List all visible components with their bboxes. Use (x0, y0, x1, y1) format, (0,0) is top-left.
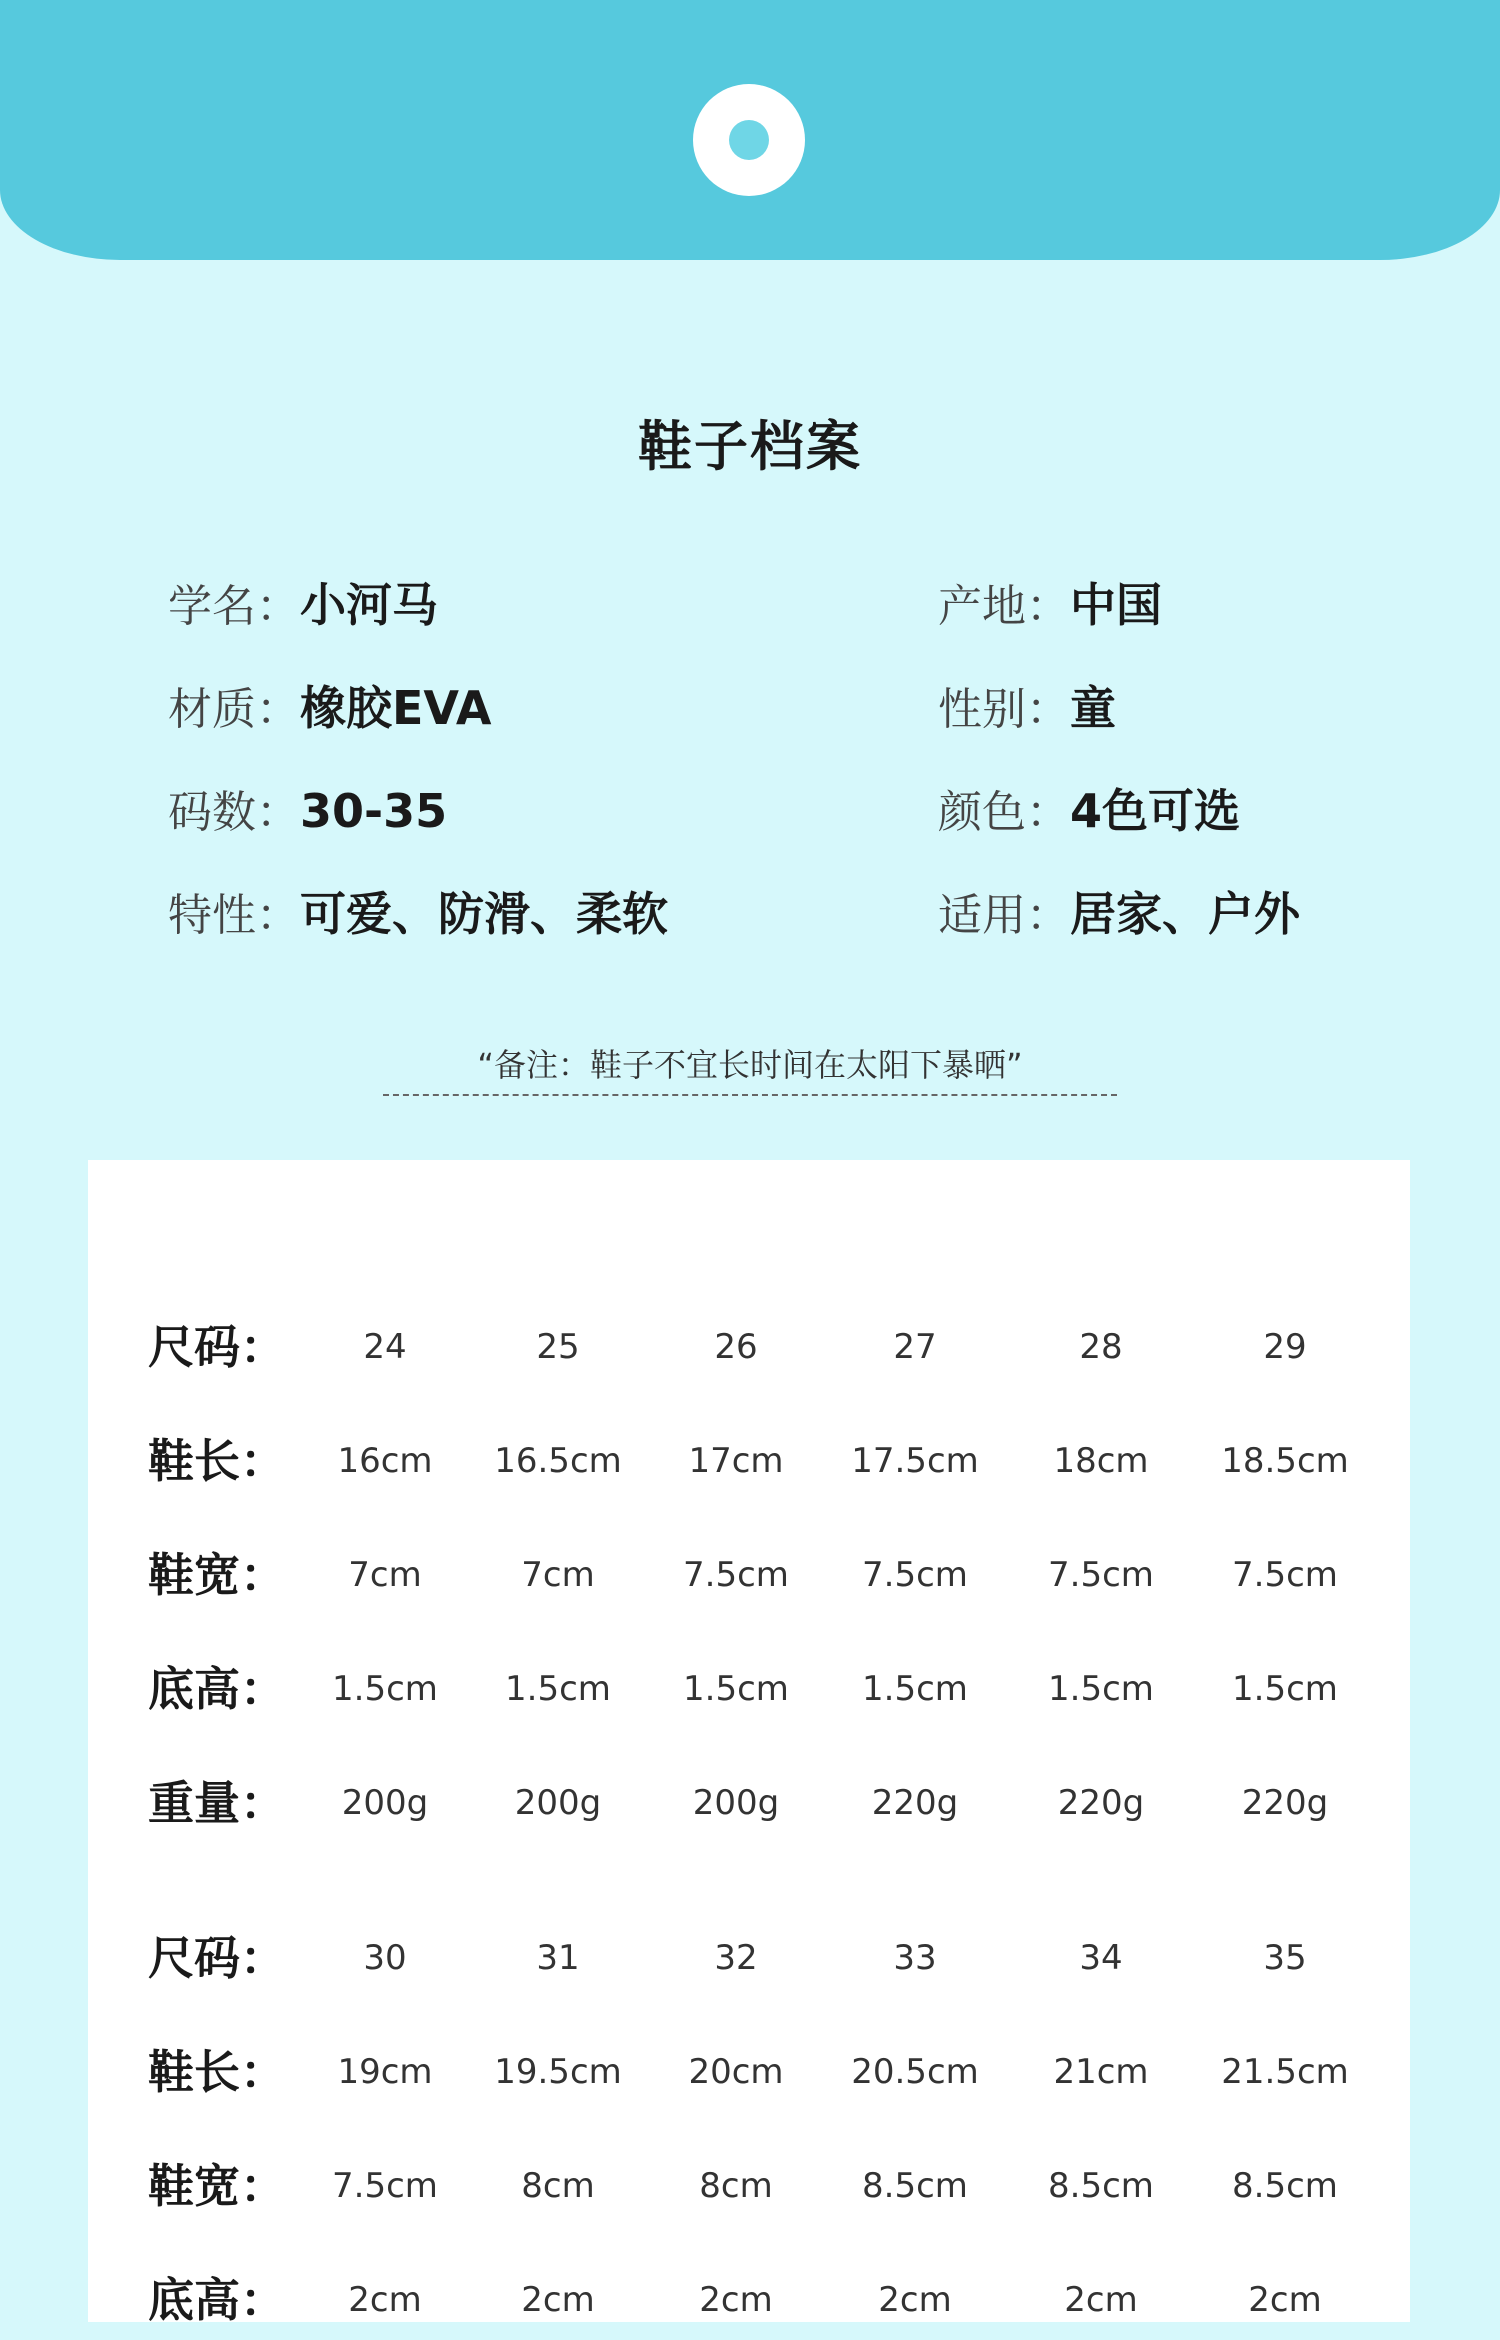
page-title: 鞋子档案 (638, 415, 862, 478)
row-label: 尺码： (148, 1320, 286, 1374)
info-key: 特性： (168, 890, 300, 941)
info-value: 橡胶EVA (300, 681, 492, 735)
info-key: 码数： (168, 787, 300, 838)
table-cell: 1.5cm (332, 1669, 438, 1709)
table-cell: 7.5cm (1232, 1555, 1338, 1595)
table-row (88, 1421, 1410, 1501)
table-cell: 30 (363, 1938, 407, 1978)
hang-hole-inner (729, 120, 769, 160)
table-cell: 2cm (878, 2280, 952, 2320)
table-cell: 200g (692, 1783, 780, 1823)
info-gender (938, 678, 1116, 738)
table-cell: 220g (1241, 1783, 1329, 1823)
table-cell: 16.5cm (494, 1441, 622, 1481)
table-cell: 17.5cm (851, 1441, 979, 1481)
row-label: 鞋长： (148, 2045, 286, 2099)
table-cell: 21cm (1053, 2052, 1149, 2092)
info-value: 居家、户外 (1070, 887, 1300, 941)
info-value: 可爱、防滑、柔软 (300, 887, 668, 941)
table-cell: 26 (714, 1327, 758, 1367)
table-cell: 220g (1057, 1783, 1145, 1823)
info-key: 学名： (168, 581, 300, 632)
info-value: 4色可选 (1070, 784, 1241, 838)
table-cell: 25 (536, 1327, 580, 1367)
info-value: 中国 (1070, 578, 1162, 632)
table-cell: 29 (1263, 1327, 1307, 1367)
table-row (88, 2260, 1410, 2340)
info-sizes (168, 781, 447, 841)
table-row (88, 1918, 1410, 1998)
table-cell: 19.5cm (494, 2052, 622, 2092)
table-cell: 1.5cm (1048, 1669, 1154, 1709)
table-cell: 2cm (348, 2280, 422, 2320)
table-cell: 32 (714, 1938, 758, 1978)
info-key: 性别： (938, 684, 1070, 735)
row-label: 鞋长： (148, 1434, 286, 1488)
row-label: 尺码： (148, 1931, 286, 1985)
table-cell: 1.5cm (1232, 1669, 1338, 1709)
info-value: 童 (1070, 681, 1116, 735)
info-colors (938, 781, 1240, 841)
hang-hole-icon (693, 84, 805, 196)
table-cell: 20cm (688, 2052, 784, 2092)
table-cell: 7.5cm (683, 1555, 789, 1595)
table-row (88, 2146, 1410, 2226)
info-value: 小河马 (300, 578, 438, 632)
table-cell: 31 (536, 1938, 580, 1978)
table-cell: 18.5cm (1221, 1441, 1349, 1481)
table-cell: 200g (514, 1783, 602, 1823)
table-cell: 8.5cm (1232, 2166, 1338, 2206)
table-cell: 7.5cm (1048, 1555, 1154, 1595)
info-usage (938, 884, 1300, 944)
care-note: “备注：鞋子不宜长时间在太阳下暴晒” (477, 1046, 1023, 1084)
table-cell: 8.5cm (862, 2166, 968, 2206)
table-cell: 18cm (1053, 1441, 1149, 1481)
info-key: 适用： (938, 890, 1070, 941)
info-material (168, 678, 492, 738)
row-label: 底高： (148, 1662, 286, 1716)
info-name (168, 575, 438, 635)
table-cell: 1.5cm (862, 1669, 968, 1709)
table-cell: 35 (1263, 1938, 1307, 1978)
info-features (168, 884, 668, 944)
table-cell: 8.5cm (1048, 2166, 1154, 2206)
table-cell: 33 (893, 1938, 937, 1978)
table-cell: 7cm (348, 1555, 422, 1595)
table-cell: 220g (871, 1783, 959, 1823)
row-label: 底高： (148, 2273, 286, 2327)
info-value: 30-35 (300, 784, 448, 838)
table-cell: 20.5cm (851, 2052, 979, 2092)
table-cell: 21.5cm (1221, 2052, 1349, 2092)
info-key: 材质： (168, 684, 300, 735)
table-cell: 7.5cm (862, 1555, 968, 1595)
table-cell: 2cm (699, 2280, 773, 2320)
table-cell: 8cm (521, 2166, 595, 2206)
table-cell: 19cm (337, 2052, 433, 2092)
table-cell: 34 (1079, 1938, 1123, 1978)
table-cell: 2cm (1064, 2280, 1138, 2320)
table-cell: 2cm (521, 2280, 595, 2320)
table-cell: 27 (893, 1327, 937, 1367)
row-label: 鞋宽： (148, 2159, 286, 2213)
info-origin (938, 575, 1162, 635)
table-cell: 24 (363, 1327, 407, 1367)
row-label: 重量： (148, 1776, 286, 1830)
size-table (88, 1160, 1410, 2327)
table-row (88, 1649, 1410, 1729)
table-row (88, 1763, 1410, 1843)
table-cell: 2cm (1248, 2280, 1322, 2320)
table-cell: 16cm (337, 1441, 433, 1481)
table-row (88, 1307, 1410, 1387)
row-label: 鞋宽： (148, 1548, 286, 1602)
table-row (88, 2032, 1410, 2112)
table-cell: 28 (1079, 1327, 1123, 1367)
note-underline (383, 1094, 1117, 1096)
table-cell: 1.5cm (683, 1669, 789, 1709)
table-row (88, 1535, 1410, 1615)
info-key: 产地： (938, 581, 1070, 632)
table-cell: 1.5cm (505, 1669, 611, 1709)
table-cell: 8cm (699, 2166, 773, 2206)
table-cell: 17cm (688, 1441, 784, 1481)
table-cell: 7.5cm (332, 2166, 438, 2206)
info-key: 颜色： (938, 787, 1070, 838)
table-cell: 200g (341, 1783, 429, 1823)
table-cell: 7cm (521, 1555, 595, 1595)
